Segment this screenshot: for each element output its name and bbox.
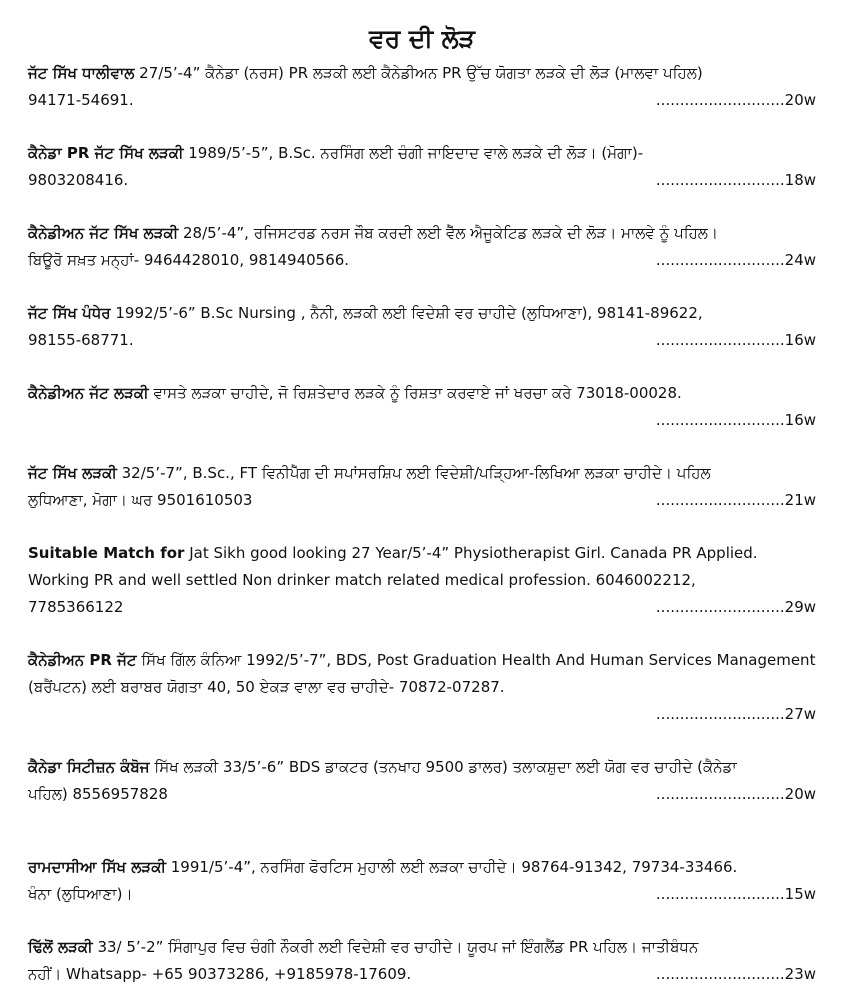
ad-lead: ਰਾਮਦਾਸੀਆ ਸਿੱਖ ਲੜਕੀ <box>28 858 166 876</box>
ad-9 <box>28 754 816 808</box>
ad-code: ...........................15w <box>655 885 816 903</box>
ad-text: 1992/5’-6” B.Sc Nursing , ਨੈਨੀ, ਲੜਕੀ ਲਈ ਵਿਦੇਸ਼ੀ ਵਰ ਚਾਹੀਦੇ (ਲੁਧਿਆਣਾ), 98141-89622, <box>110 304 703 322</box>
ad-code: ...........................21w <box>655 491 816 509</box>
ad-code: ...........................16w <box>655 411 816 429</box>
ad-lead: ਜੱਟ ਸਿੱਖ ਲੜਕੀ <box>28 464 117 482</box>
ad-code: ...........................18w <box>655 171 816 189</box>
ad-text: 33/ 5’-2” ਸਿੰਗਾਪੁਰ ਵਿਚ ਚੰਗੀ ਨੌਕਰੀ ਲਈ ਵਿਦੇਸ਼ੀ ਵਰ ਚਾਹੀਦੇ। ਯੂਰਪ ਜਾਂ ਇੰਗਲੈਂਡ PR ਪਹਿਲ। ਜਾਤੀਬੰਧਨ <box>92 938 699 956</box>
ad-text: 1991/5’-4”, ਨਰਸਿੰਗ ਫੋਰਟਿਸ ਮੁਹਾਲੀ ਲਈ ਲੜਕਾ ਚਾਹੀਦੇ। 98764-91342, 79734-33466. <box>165 858 738 876</box>
ad-tail: ਖੰਨਾ (ਲੁਧਿਆਣਾ)। <box>28 885 133 903</box>
ad-6 <box>28 460 816 514</box>
ad-lead: ਜੱਟ ਸਿੱਖ ਧਾਲੀਵਾਲ <box>28 64 135 82</box>
ad-tail: ਨਹੀਂ। Whatsapp- +65 90373286, +9185978-17609. <box>28 965 412 983</box>
ad-tail: 98155-68771. <box>28 331 134 349</box>
ad-tail: 94171-54691. <box>28 91 134 109</box>
ad-11 <box>28 934 816 988</box>
ad-code: ...........................24w <box>655 251 816 269</box>
ad-code: ...........................20w <box>655 785 816 803</box>
ad-1 <box>28 60 816 114</box>
ad-text: 27/5’-4” ਕੈਨੇਡਾ (ਨਰਸ) PR ਲੜਕੀ ਲਈ ਕੈਨੇਡੀਅਨ PR ਉੱਚ ਯੋਗਤਾ ਲੜਕੇ ਦੀ ਲੋੜ (ਮਾਲਵਾ ਪਹਿਲ) <box>134 64 703 82</box>
ad-7 <box>28 540 816 621</box>
ad-tail: ਲੁਧਿਆਣਾ, ਮੋਗਾ। ਘਰ 9501610503 <box>28 491 253 509</box>
ad-10 <box>28 854 816 908</box>
ad-tail: 9803208416. <box>28 171 129 189</box>
ad-tail: 7785366122 <box>28 598 124 616</box>
ad-text: 1989/5’-5”, B.Sc. ਨਰਸਿੰਗ ਲਈ ਚੰਗੀ ਜਾਇਦਾਦ ਵਾਲੇ ਲੜਕੇ ਦੀ ਲੋੜ। (ਮੋਗਾ)- <box>183 144 644 162</box>
ad-tail: ਬਿਊਰੋ ਸਖ਼ਤ ਮਨ੍ਹਾਂ- 9464428010, 9814940566. <box>28 251 350 269</box>
ad-tail: ਪਹਿਲ) 8556957828 <box>28 785 168 803</box>
page-title: ਵਰ ਦੀ ਲੋੜ <box>369 24 475 53</box>
ad-text: Jat Sikh good looking 27 Year/5’-4” Physiotherapist Girl. Canada PR Applied. Working PR and well settled Non drinker match related medical profession. 6046002212, <box>28 544 758 589</box>
ad-code: ...........................29w <box>655 598 816 616</box>
ad-lead: ਜੱਟ ਸਿੱਖ ਪੰਧੇਰ <box>28 304 111 322</box>
ad-code: ...........................27w <box>655 705 816 723</box>
ad-code: ...........................20w <box>655 91 816 109</box>
ad-text: ਵਾਸਤੇ ਲੜਕਾ ਚਾਹੀਦੇ, ਜੋ ਰਿਸ਼ਤੇਦਾਰ ਲੜਕੇ ਨੂੰ ਰਿਸ਼ਤਾ ਕਰਵਾਏ ਜਾਂ ਖਰਚਾ ਕਰੇ 73018-00028. <box>148 384 682 402</box>
ad-text: 28/5’-4”, ਰਜਿਸਟਰਡ ਨਰਸ ਜੌਬ ਕਰਦੀ ਲਈ ਵੈੱਲ ਐਜੂਕੇਟਿਡ ਲੜਕੇ ਦੀ ਲੋੜ। ਮਾਲਵੇ ਨੂੰ ਪਹਿਲ। <box>178 224 719 242</box>
ad-2 <box>28 140 816 194</box>
ad-text: 32/5’-7”, B.Sc., FT ਵਿਨੀਪੈੱਗ ਦੀ ਸਪਾਂਸਰਸ਼ਿਪ ਲਈ ਵਿਦੇਸ਼ੀ/ਪੜ੍ਹਿਆ-ਲਿਖਿਆ ਲੜਕਾ ਚਾਹੀਦੇ। ਪਹਿਲ <box>116 464 711 482</box>
ad-lead: ਕੈਨੇਡੀਅਨ ਜੱਟ ਸਿੱਖ ਲੜਕੀ <box>28 224 179 242</box>
ad-code: ...........................16w <box>655 331 816 349</box>
ad-lead: ਕੈਨੇਡੀਅਨ ਜੱਟ ਲੜਕੀ <box>28 384 149 402</box>
ad-lead: Suitable Match for <box>28 544 185 562</box>
ad-5 <box>28 380 816 434</box>
ad-lead: ਕੈਨੇਡਾ ਸਿਟੀਜ਼ਨ ਕੰਬੋਜ <box>28 758 150 776</box>
ad-code: ...........................23w <box>655 965 816 983</box>
ad-3 <box>28 220 816 274</box>
ad-lead: ਢਿੱਲੋਂ ਲੜਕੀ <box>28 938 93 956</box>
ad-8 <box>28 647 816 728</box>
ad-lead: ਕੈਨੇਡਾ PR ਜੱਟ ਸਿੱਖ ਲੜਕੀ <box>28 144 184 162</box>
ad-lead: ਕੈਨੇਡੀਅਨ PR ਜੱਟ <box>28 651 137 669</box>
ad-4 <box>28 300 816 354</box>
ad-text: ਸਿੱਖ ਲੜਕੀ 33/5’-6” BDS ਡਾਕਟਰ (ਤਨਖਾਹ 9500 ਡਾਲਰ) ਤਲਾਕਸ਼ੁਦਾ ਲਈ ਯੋਗ ਵਰ ਚਾਹੀਦੇ (ਕੈਨੇਡਾ <box>149 758 737 776</box>
ad-text: ਸਿੱਖ ਗਿੱਲ ਕੰਨਿਆ 1992/5’-7”, BDS, Post Graduation Health And Human Services Management (ਬਰੈਂਪਟਨ) ਲਈ ਬਰਾਬਰ ਯੋਗਤਾ 40, 50 ਏਕੜ ਵਾਲਾ ਵਰ ਚਾਹੀਦੇ- 70872-07287. <box>28 651 816 696</box>
